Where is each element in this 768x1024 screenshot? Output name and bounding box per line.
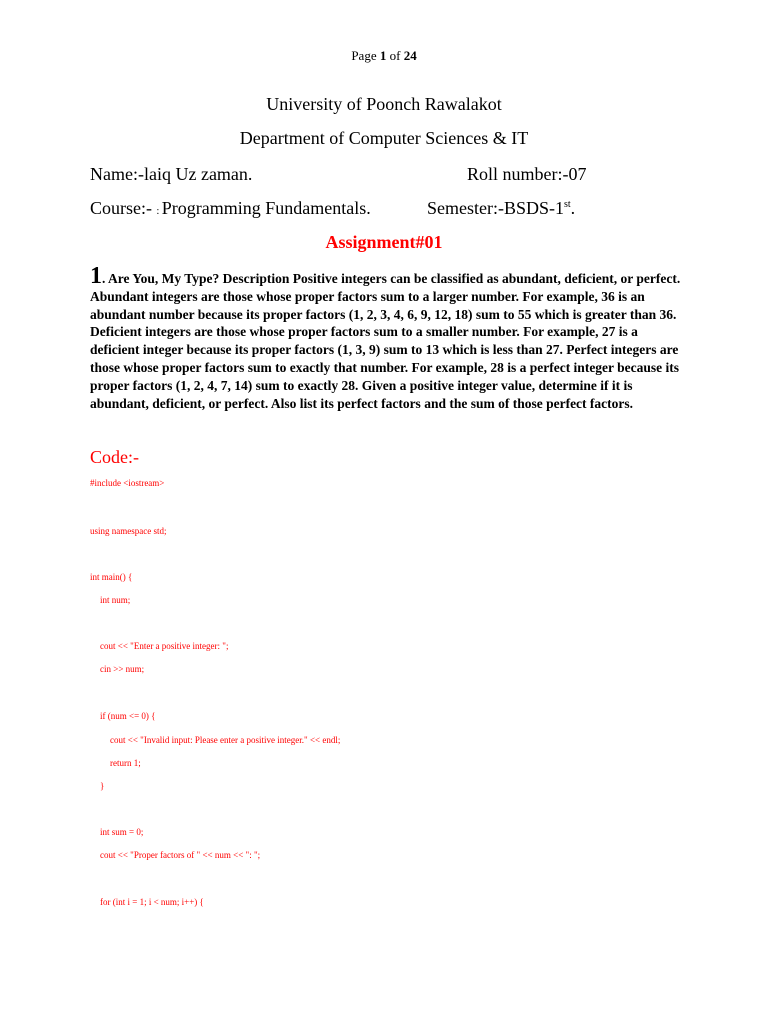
code-line: int sum = 0;	[100, 827, 144, 837]
code-line: int num;	[100, 595, 131, 605]
code-line: }	[100, 781, 105, 791]
course-separator: :	[156, 206, 162, 217]
semester-text: Semester:-BSDS-1	[427, 198, 564, 218]
assignment-title: Assignment#01	[325, 232, 443, 252]
course-value: Programming Fundamentals.	[161, 198, 371, 218]
course	[90, 198, 371, 219]
code-line: if (num <= 0) {	[100, 711, 156, 721]
question-text: . Are You, My Type? Description Positive integers can be classified as abundant, deficient, or perfect. Abundant integers are those whose proper factors sum to a larger number. For example, 36 is an abundant number because its proper factors (1, 2, 3, 4, 6, 9, 12, 18) sum to 55 which is greater than 36. Deficient integers are those whose proper factors sum to a smaller number. For example, 27 is a deficient integer because its proper factors (1, 3, 9) sum to 13 which is less than 27. Perfect integers are those whose proper factors sum to exactly that number. For example, 28 is a perfect integer because its proper factors (1, 2, 4, 7, 14) sum to exactly 28. Given a positive integer value, determine if it is abundant, deficient, or perfect. Also list its perfect factors and the sum of those perfect factors.	[90, 271, 681, 411]
semester-suffix: st	[564, 199, 571, 210]
page-number	[0, 48, 768, 64]
code-line: cout << "Invalid input: Please enter a positive integer." << endl;	[110, 735, 341, 745]
page-current: 1	[379, 48, 387, 63]
code-line: using namespace std;	[90, 526, 167, 536]
code-line: #include <iostream>	[90, 478, 165, 488]
code-line: return 1;	[110, 758, 141, 768]
code-line: for (int i = 1; i < num; i++) {	[100, 897, 204, 907]
course-label: Course:-	[90, 198, 157, 218]
code-line: cout << "Enter a positive integer: ";	[100, 641, 229, 651]
code-line: int main() {	[90, 572, 133, 582]
semester	[427, 198, 575, 219]
student-name: Name:-laiq Uz zaman.	[90, 164, 253, 184]
roll-number: Roll number:-07	[467, 164, 587, 184]
code-line: cin >> num;	[100, 664, 145, 674]
page-total: 24	[403, 48, 417, 63]
code-heading: Code:-	[90, 447, 139, 467]
department-name: Department of Computer Sciences & IT	[239, 128, 529, 148]
page-prefix: Page	[351, 48, 380, 63]
code-line: cout << "Proper factors of " << num << ": ";	[100, 850, 261, 860]
question-1	[90, 263, 690, 412]
semester-end: .	[570, 198, 576, 218]
page-of: of	[386, 48, 404, 63]
university-name: University of Poonch Rawalakot	[266, 94, 502, 114]
question-number: 1	[90, 263, 102, 289]
